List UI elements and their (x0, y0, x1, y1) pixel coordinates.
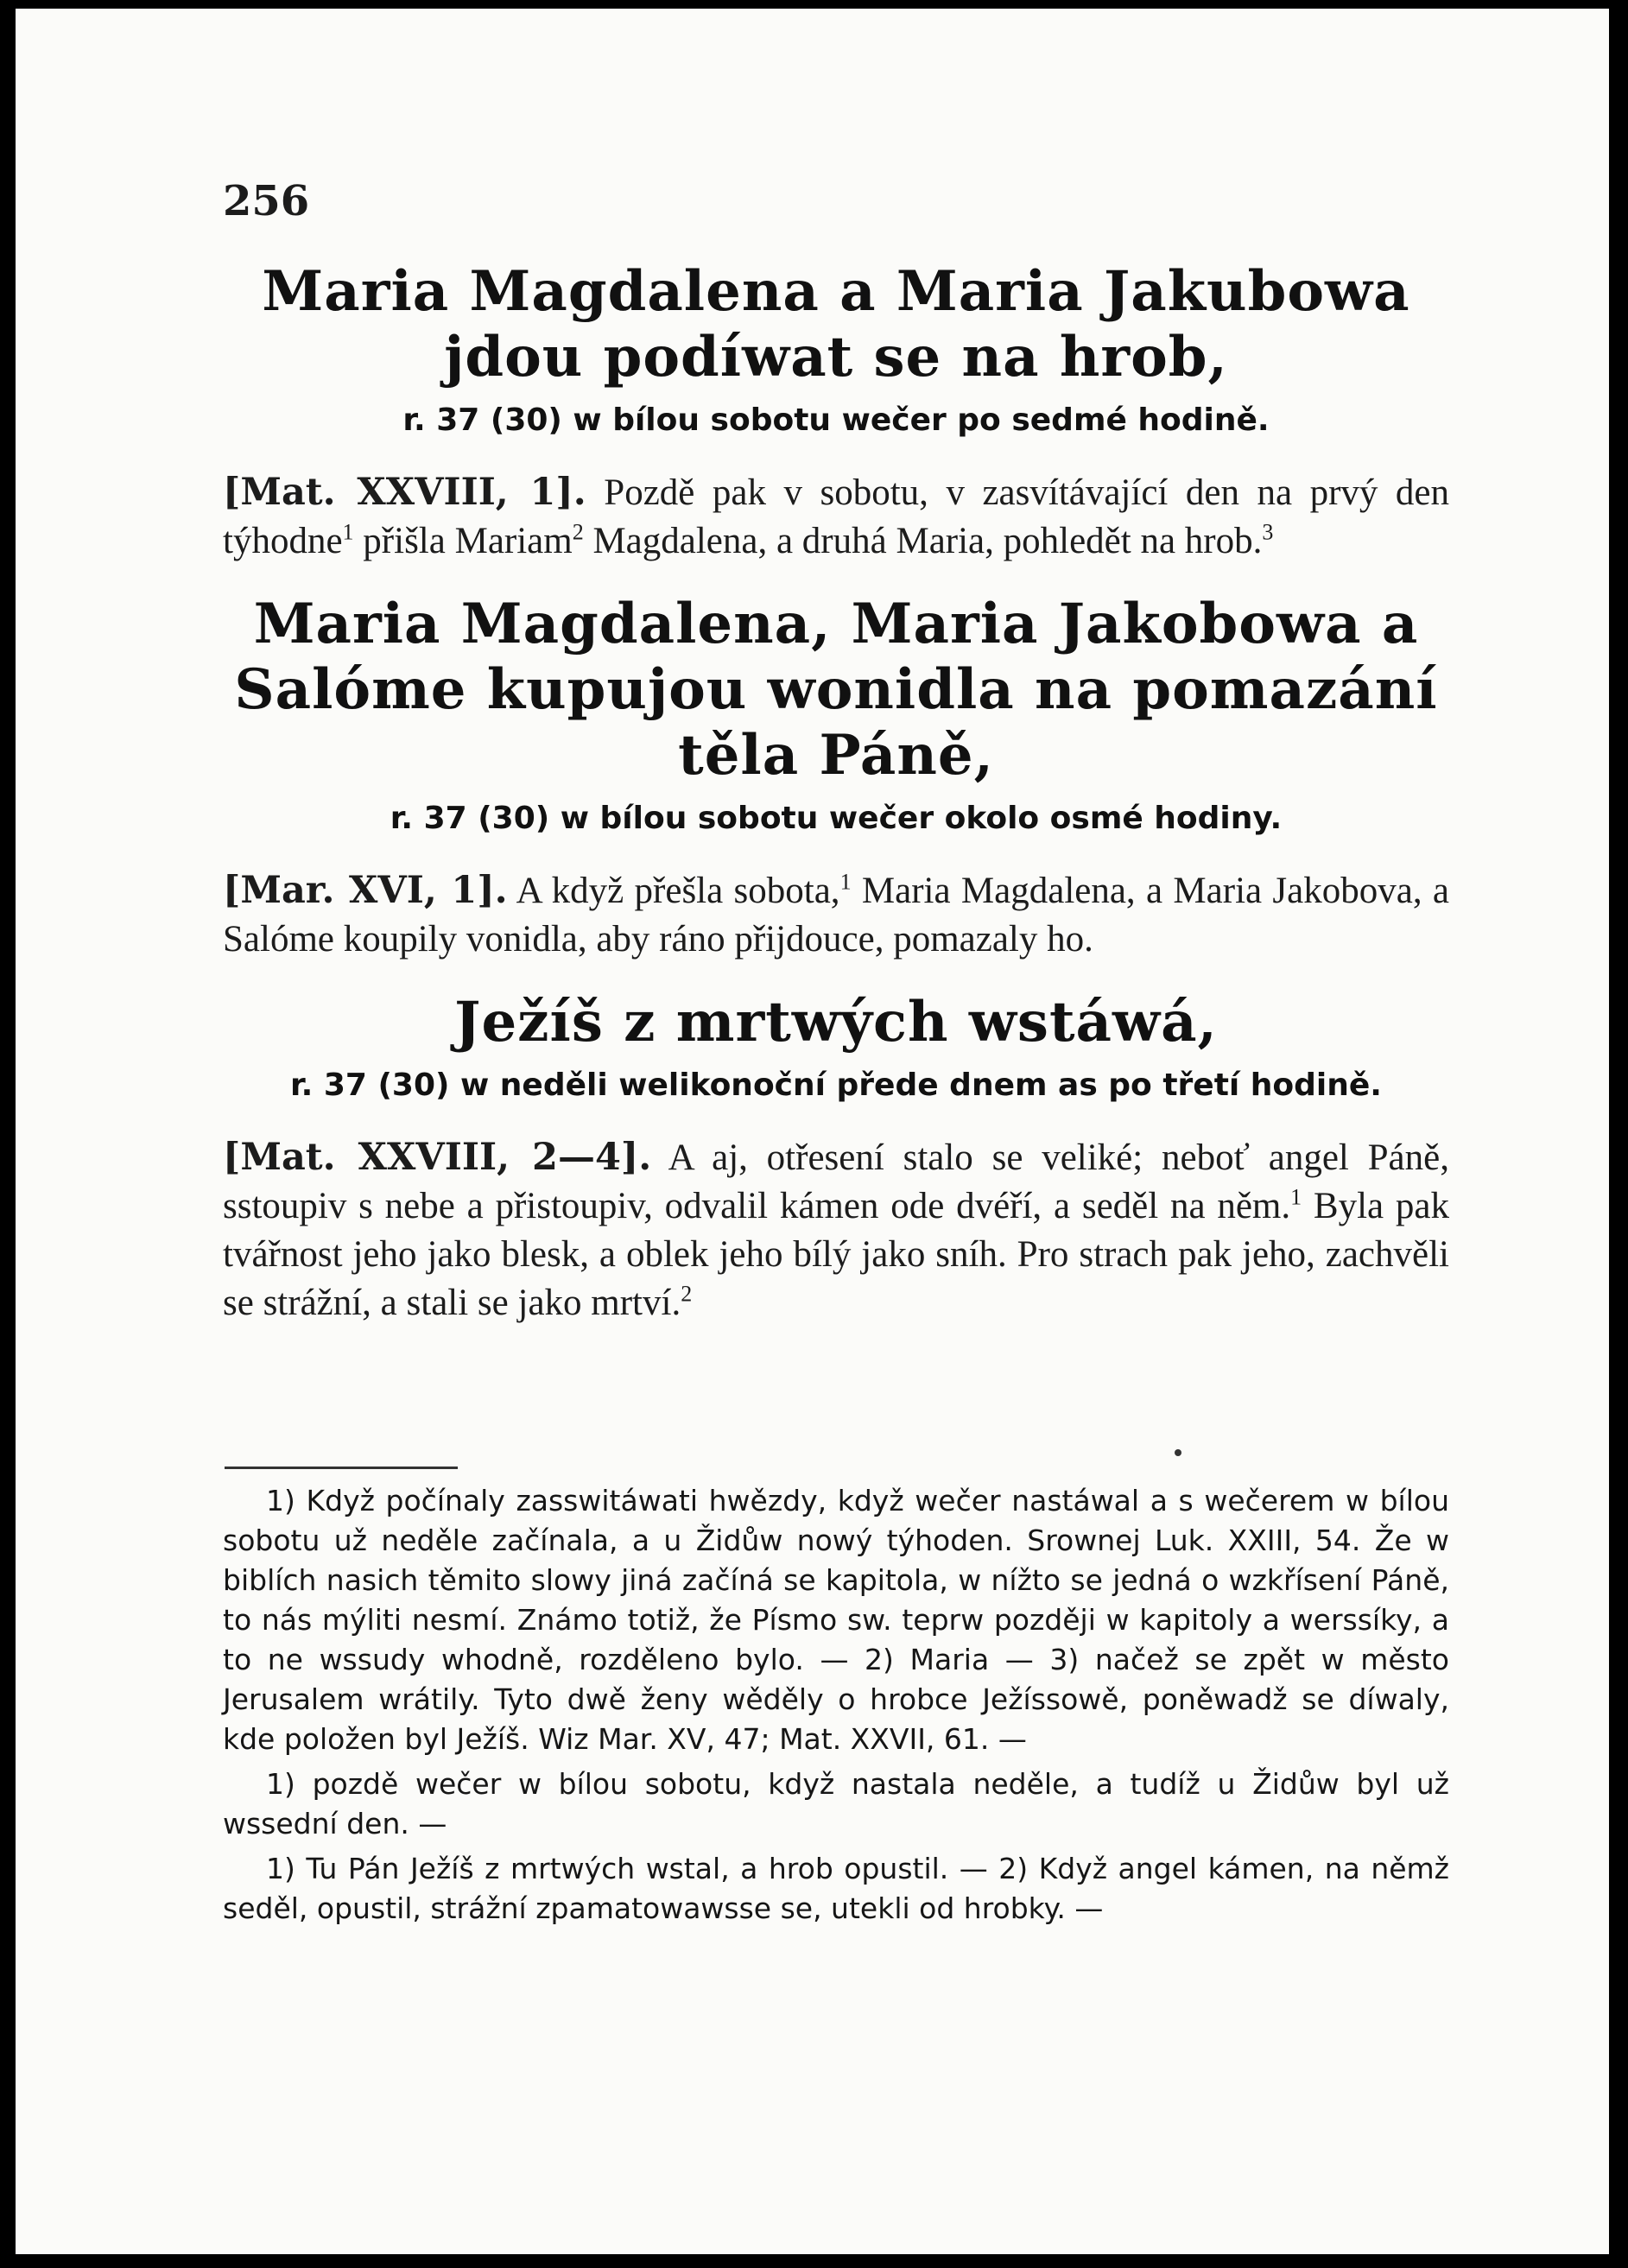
scripture-ref: [Mat. XXVIII, 1]. (223, 471, 586, 514)
main-text (223, 259, 1449, 1327)
section-paragraph-1: [Mat. XXVIII, 1]. Pozdě pak v sobotu, v zasvítávající den na prvý den týhodne$^1$ přišla Mariam$^2$ Magdalena, a druhá Maria, pohledět na hrob.$^3$ (223, 471, 1450, 561)
paragraph-text: Pozdě pak v sobotu, v zasvítávající den na prvý den týhodne (223, 472, 1450, 561)
section-subheading-3: r. 37 (30) w neděli welikonoční přede dnem as po třetí hodině. (290, 1067, 1382, 1103)
section-paragraph-2: [Mar. XVI, 1]. A když přešla sobota,$^1$ Maria Magdalena, a Maria Jakobova, a Salóme koupily vonidla, aby ráno přijdouce, pomazaly ho. (223, 869, 1450, 960)
section-heading-2: Maria Magdalena, Maria Jakobowa a Salóme kupujou wonidla na pomazání těla Páně, (234, 592, 1438, 788)
print-speck (1175, 1449, 1181, 1456)
page-number: 256 (223, 177, 310, 225)
footnote: 1) pozdě wečer w bílou sobotu, když nastala neděle, a tudíž u Židůw byl už wssední den. — (223, 1767, 1449, 1840)
section-subheading-2: r. 37 (30) w bílou sobotu wečer okolo osmé hodiny. (390, 801, 1283, 836)
section-subheading-1: r. 37 (30) w bílou sobotu wečer po sedmé hodině. (402, 402, 1270, 438)
section-heading-3: Ježíš z mrtwých wstáwá, (454, 990, 1218, 1055)
page (16, 9, 1609, 2254)
footnotes (223, 1481, 1449, 1934)
scripture-ref: [Mat. XXVIII, 2—4]. (223, 1136, 652, 1179)
footnote: 1) Tu Pán Ježíš z mrtwých wstal, a hrob opustil. — 2) Když angel kámen, na němž seděl, opustil, strážní zpamatowawsse se, utekli od hrobky. — (223, 1852, 1449, 1925)
scripture-ref: [Mar. XVI, 1]. (223, 869, 508, 912)
footnote-divider (225, 1467, 458, 1469)
section-paragraph-3: [Mat. XXVIII, 2—4]. A aj, otřesení stalo se veliké; neboť angel Páně, sstoupiv s nebe a přistoupiv, odvalil kámen ode dvéří, a seděl na něm.$^1$ Byla pak tvářnost jeho jako blesk, a oblek jeho bílý jako sníh. Pro strach pak jeho, zachvěli se strážní, a stali se jako mrtví.$^2$ (223, 1136, 1449, 1323)
section-heading-1: Maria Magdalena a Maria Jakubowa jdou podíwat se na hrob, (262, 259, 1410, 390)
footnote: 1) Když počínaly zasswitáwati hwězdy, když wečer nastáwal a s wečerem w bílou sobotu už neděle začínala, a u Židůw nowý týhoden. Srownej Luk. XXIII, 54. Že w biblích nasich těmito slowy jiná začíná se kapitola, w nížto se jedná o wzkřísení Páně, to nás mýliti nesmí. Známo totiž, že Písmo sw. teprw později w kapitoly a werssíky, a to ne wssudy whodně, rozděleno bylo. — 2) Maria — 3) načež se zpět w město Jerusalem wrátily. Tyto dwě ženy wěděly o hrobce Ježíssowě, poněwadž se díwaly, kde položen byl Ježíš. Wiz Mar. XV, 47; Mat. XXVII, 61. — (223, 1484, 1449, 1756)
